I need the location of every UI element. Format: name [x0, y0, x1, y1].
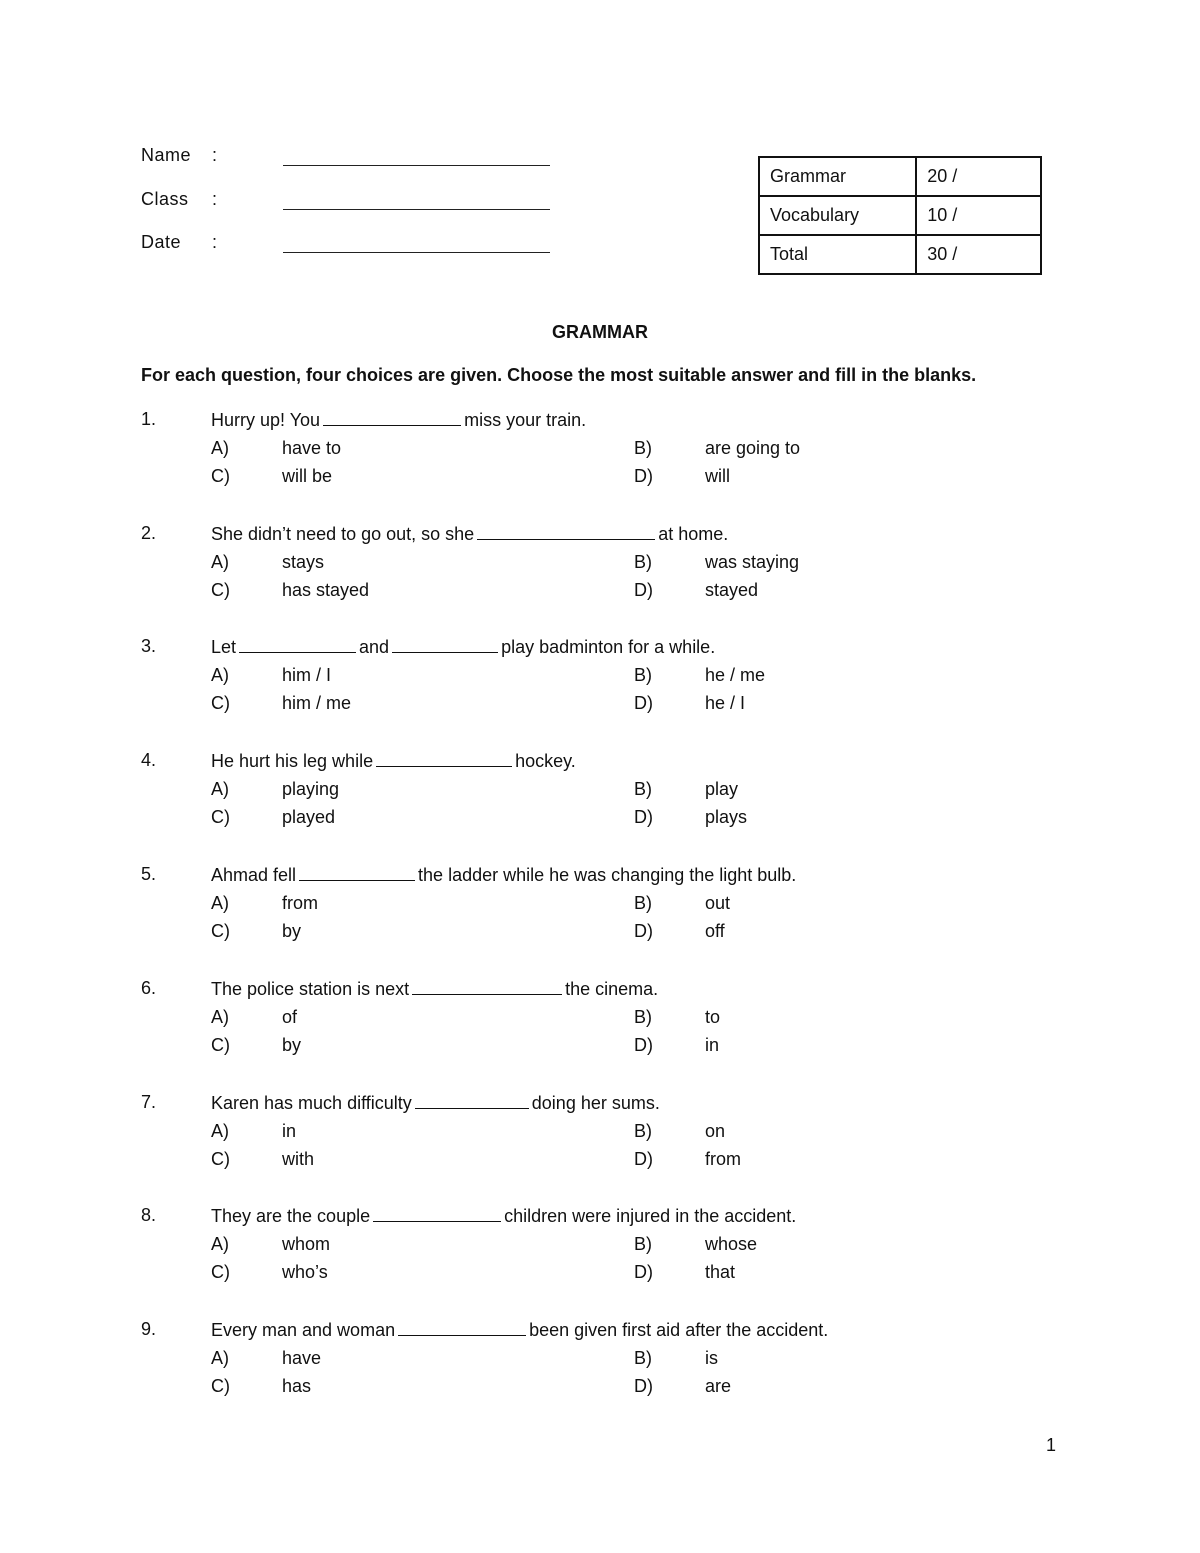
- answer-blank[interactable]: [477, 523, 655, 540]
- score-label: Grammar: [759, 157, 916, 196]
- stem-text: The police station is next: [211, 979, 410, 999]
- stem-text: children were injured in the accident.: [504, 1206, 797, 1226]
- question-stem: [211, 409, 586, 431]
- question-stem: [211, 978, 658, 1000]
- question-3: [141, 636, 1041, 726]
- option-letter: C): [211, 466, 230, 486]
- option-text[interactable]: by: [282, 1035, 302, 1055]
- question-7: [141, 1092, 1041, 1182]
- score-row-grammar: [759, 157, 1041, 196]
- option-text[interactable]: he / me: [705, 665, 766, 685]
- stem-text: Let: [211, 637, 237, 657]
- option-letter: C): [211, 1376, 230, 1396]
- date-blank-line[interactable]: [283, 252, 550, 253]
- name-field: [141, 145, 561, 171]
- option-letter: D): [634, 1035, 653, 1055]
- option-letter: C): [211, 580, 230, 600]
- answer-blank[interactable]: [299, 864, 415, 881]
- stem-text: Every man and woman: [211, 1320, 396, 1340]
- date-label: Date: [141, 232, 182, 252]
- option-letter: A): [211, 1121, 229, 1141]
- option-text[interactable]: has: [282, 1376, 312, 1396]
- question-number: 4.: [141, 750, 157, 770]
- question-stem: [211, 523, 728, 545]
- question-number: 3.: [141, 636, 157, 656]
- name-blank-line[interactable]: [283, 165, 550, 166]
- question-number: 8.: [141, 1205, 157, 1225]
- class-label: Class: [141, 189, 189, 209]
- option-text[interactable]: on: [705, 1121, 726, 1141]
- option-letter: D): [634, 1149, 653, 1169]
- stem-text: Karen has much difficulty: [211, 1093, 412, 1113]
- option-letter: C): [211, 1035, 230, 1055]
- option-letter: C): [211, 1149, 230, 1169]
- option-text[interactable]: playing: [282, 779, 340, 799]
- option-text[interactable]: is: [705, 1348, 718, 1368]
- option-letter: D): [634, 580, 653, 600]
- option-letter: A): [211, 893, 229, 913]
- option-letter: A): [211, 665, 229, 685]
- question-stem: [211, 1205, 796, 1227]
- option-text[interactable]: has stayed: [282, 580, 370, 600]
- stem-text: the ladder while he was changing the light bulb.: [418, 865, 797, 885]
- stem-text: doing her sums.: [531, 1093, 660, 1113]
- option-text[interactable]: off: [705, 921, 725, 941]
- date-field: [141, 232, 561, 258]
- option-letter: A): [211, 552, 229, 572]
- question-number: 5.: [141, 864, 157, 884]
- answer-blank[interactable]: [239, 636, 356, 653]
- question-stem: [211, 1319, 828, 1341]
- option-letter: D): [634, 1262, 653, 1282]
- question-1: [141, 409, 1041, 499]
- option-text[interactable]: him / I: [282, 665, 332, 685]
- instructions: For each question, four choices are given. Choose the most suitable answer and fill in the blanks.: [141, 365, 977, 385]
- stem-text: He hurt his leg while: [211, 751, 374, 771]
- stem-text: and: [359, 637, 390, 657]
- name-colon: :: [212, 145, 218, 165]
- score-row-total: [759, 235, 1041, 274]
- option-letter: C): [211, 693, 230, 713]
- option-letter: D): [634, 921, 653, 941]
- question-stem: [211, 1092, 660, 1114]
- option-text[interactable]: that: [705, 1262, 736, 1282]
- option-text[interactable]: have: [282, 1348, 322, 1368]
- score-label: Total: [759, 235, 916, 274]
- question-9: [141, 1319, 1041, 1409]
- option-letter: B): [634, 438, 652, 458]
- question-stem: [211, 864, 796, 886]
- score-table: [758, 156, 1042, 275]
- stem-text: miss your train.: [464, 410, 587, 430]
- class-field: [141, 189, 561, 215]
- answer-blank[interactable]: [415, 1092, 529, 1109]
- option-text[interactable]: stayed: [705, 580, 759, 600]
- option-text[interactable]: out: [705, 893, 731, 913]
- stem-text: hockey.: [515, 751, 576, 771]
- question-number: 6.: [141, 978, 157, 998]
- answer-blank[interactable]: [392, 636, 498, 653]
- score-value: 30 /: [916, 235, 1041, 274]
- option-letter: D): [634, 1376, 653, 1396]
- stem-text: play badminton for a while.: [501, 637, 716, 657]
- option-text[interactable]: he / I: [705, 693, 746, 713]
- option-text[interactable]: to: [705, 1007, 721, 1027]
- option-text[interactable]: from: [705, 1149, 741, 1169]
- option-text[interactable]: play: [705, 779, 739, 799]
- option-letter: C): [211, 921, 230, 941]
- question-stem: [211, 750, 576, 772]
- option-text[interactable]: are going to: [705, 438, 801, 458]
- answer-blank[interactable]: [412, 978, 562, 995]
- option-text[interactable]: stays: [282, 552, 325, 572]
- question-2: [141, 523, 1041, 613]
- score-value: 20 /: [916, 157, 1041, 196]
- question-6: [141, 978, 1041, 1068]
- option-text[interactable]: played: [282, 807, 336, 827]
- option-letter: B): [634, 552, 652, 572]
- option-letter: A): [211, 438, 229, 458]
- option-text[interactable]: of: [282, 1007, 298, 1027]
- option-text[interactable]: plays: [705, 807, 748, 827]
- stem-text: She didn’t need to go out, so she: [211, 524, 475, 544]
- option-letter: C): [211, 1262, 230, 1282]
- option-text[interactable]: by: [282, 921, 302, 941]
- option-letter: B): [634, 893, 652, 913]
- option-text[interactable]: was staying: [705, 552, 800, 572]
- question-number: 1.: [141, 409, 157, 429]
- stem-text: been given first aid after the accident.: [529, 1320, 829, 1340]
- class-colon: :: [212, 189, 218, 209]
- option-text[interactable]: who’s: [282, 1262, 328, 1282]
- option-text[interactable]: are: [705, 1376, 732, 1396]
- score-label: Vocabulary: [759, 196, 916, 235]
- option-text[interactable]: in: [282, 1121, 297, 1141]
- question-number: 2.: [141, 523, 157, 543]
- stem-text: They are the couple: [211, 1206, 371, 1226]
- option-text[interactable]: from: [282, 893, 318, 913]
- option-letter: A): [211, 1348, 229, 1368]
- option-letter: B): [634, 1234, 652, 1254]
- question-number: 7.: [141, 1092, 157, 1112]
- score-value: 10 /: [916, 196, 1041, 235]
- stem-text: Ahmad fell: [211, 865, 297, 885]
- option-letter: D): [634, 693, 653, 713]
- option-letter: D): [634, 466, 653, 486]
- option-letter: A): [211, 1234, 229, 1254]
- answer-blank[interactable]: [398, 1319, 526, 1336]
- option-text[interactable]: will: [705, 466, 730, 486]
- answer-blank[interactable]: [323, 409, 461, 426]
- option-text[interactable]: will be: [282, 466, 333, 486]
- option-text[interactable]: have to: [282, 438, 342, 458]
- stem-text: at home.: [658, 524, 729, 544]
- section-title: GRAMMAR: [552, 322, 648, 342]
- option-letter: B): [634, 1348, 652, 1368]
- stem-text: the cinema.: [565, 979, 659, 999]
- question-number: 9.: [141, 1319, 157, 1339]
- option-text[interactable]: in: [705, 1035, 720, 1055]
- option-letter: A): [211, 779, 229, 799]
- stem-text: Hurry up! You: [211, 410, 321, 430]
- question-4: [141, 750, 1041, 840]
- option-letter: A): [211, 1007, 229, 1027]
- answer-blank[interactable]: [376, 750, 512, 767]
- question-5: [141, 864, 1041, 954]
- page-number: 1: [1046, 1435, 1057, 1455]
- question-stem: [211, 636, 715, 658]
- option-text[interactable]: whom: [282, 1234, 331, 1254]
- option-letter: B): [634, 779, 652, 799]
- option-text[interactable]: with: [282, 1149, 315, 1169]
- question-8: [141, 1205, 1041, 1295]
- answer-blank[interactable]: [373, 1205, 501, 1222]
- name-label: Name: [141, 145, 192, 165]
- option-letter: C): [211, 807, 230, 827]
- option-letter: B): [634, 665, 652, 685]
- option-text[interactable]: whose: [705, 1234, 758, 1254]
- score-row-vocabulary: [759, 196, 1041, 235]
- option-letter: B): [634, 1007, 652, 1027]
- date-colon: :: [212, 232, 218, 252]
- option-letter: D): [634, 807, 653, 827]
- class-blank-line[interactable]: [283, 209, 550, 210]
- option-text[interactable]: him / me: [282, 693, 352, 713]
- option-letter: B): [634, 1121, 652, 1141]
